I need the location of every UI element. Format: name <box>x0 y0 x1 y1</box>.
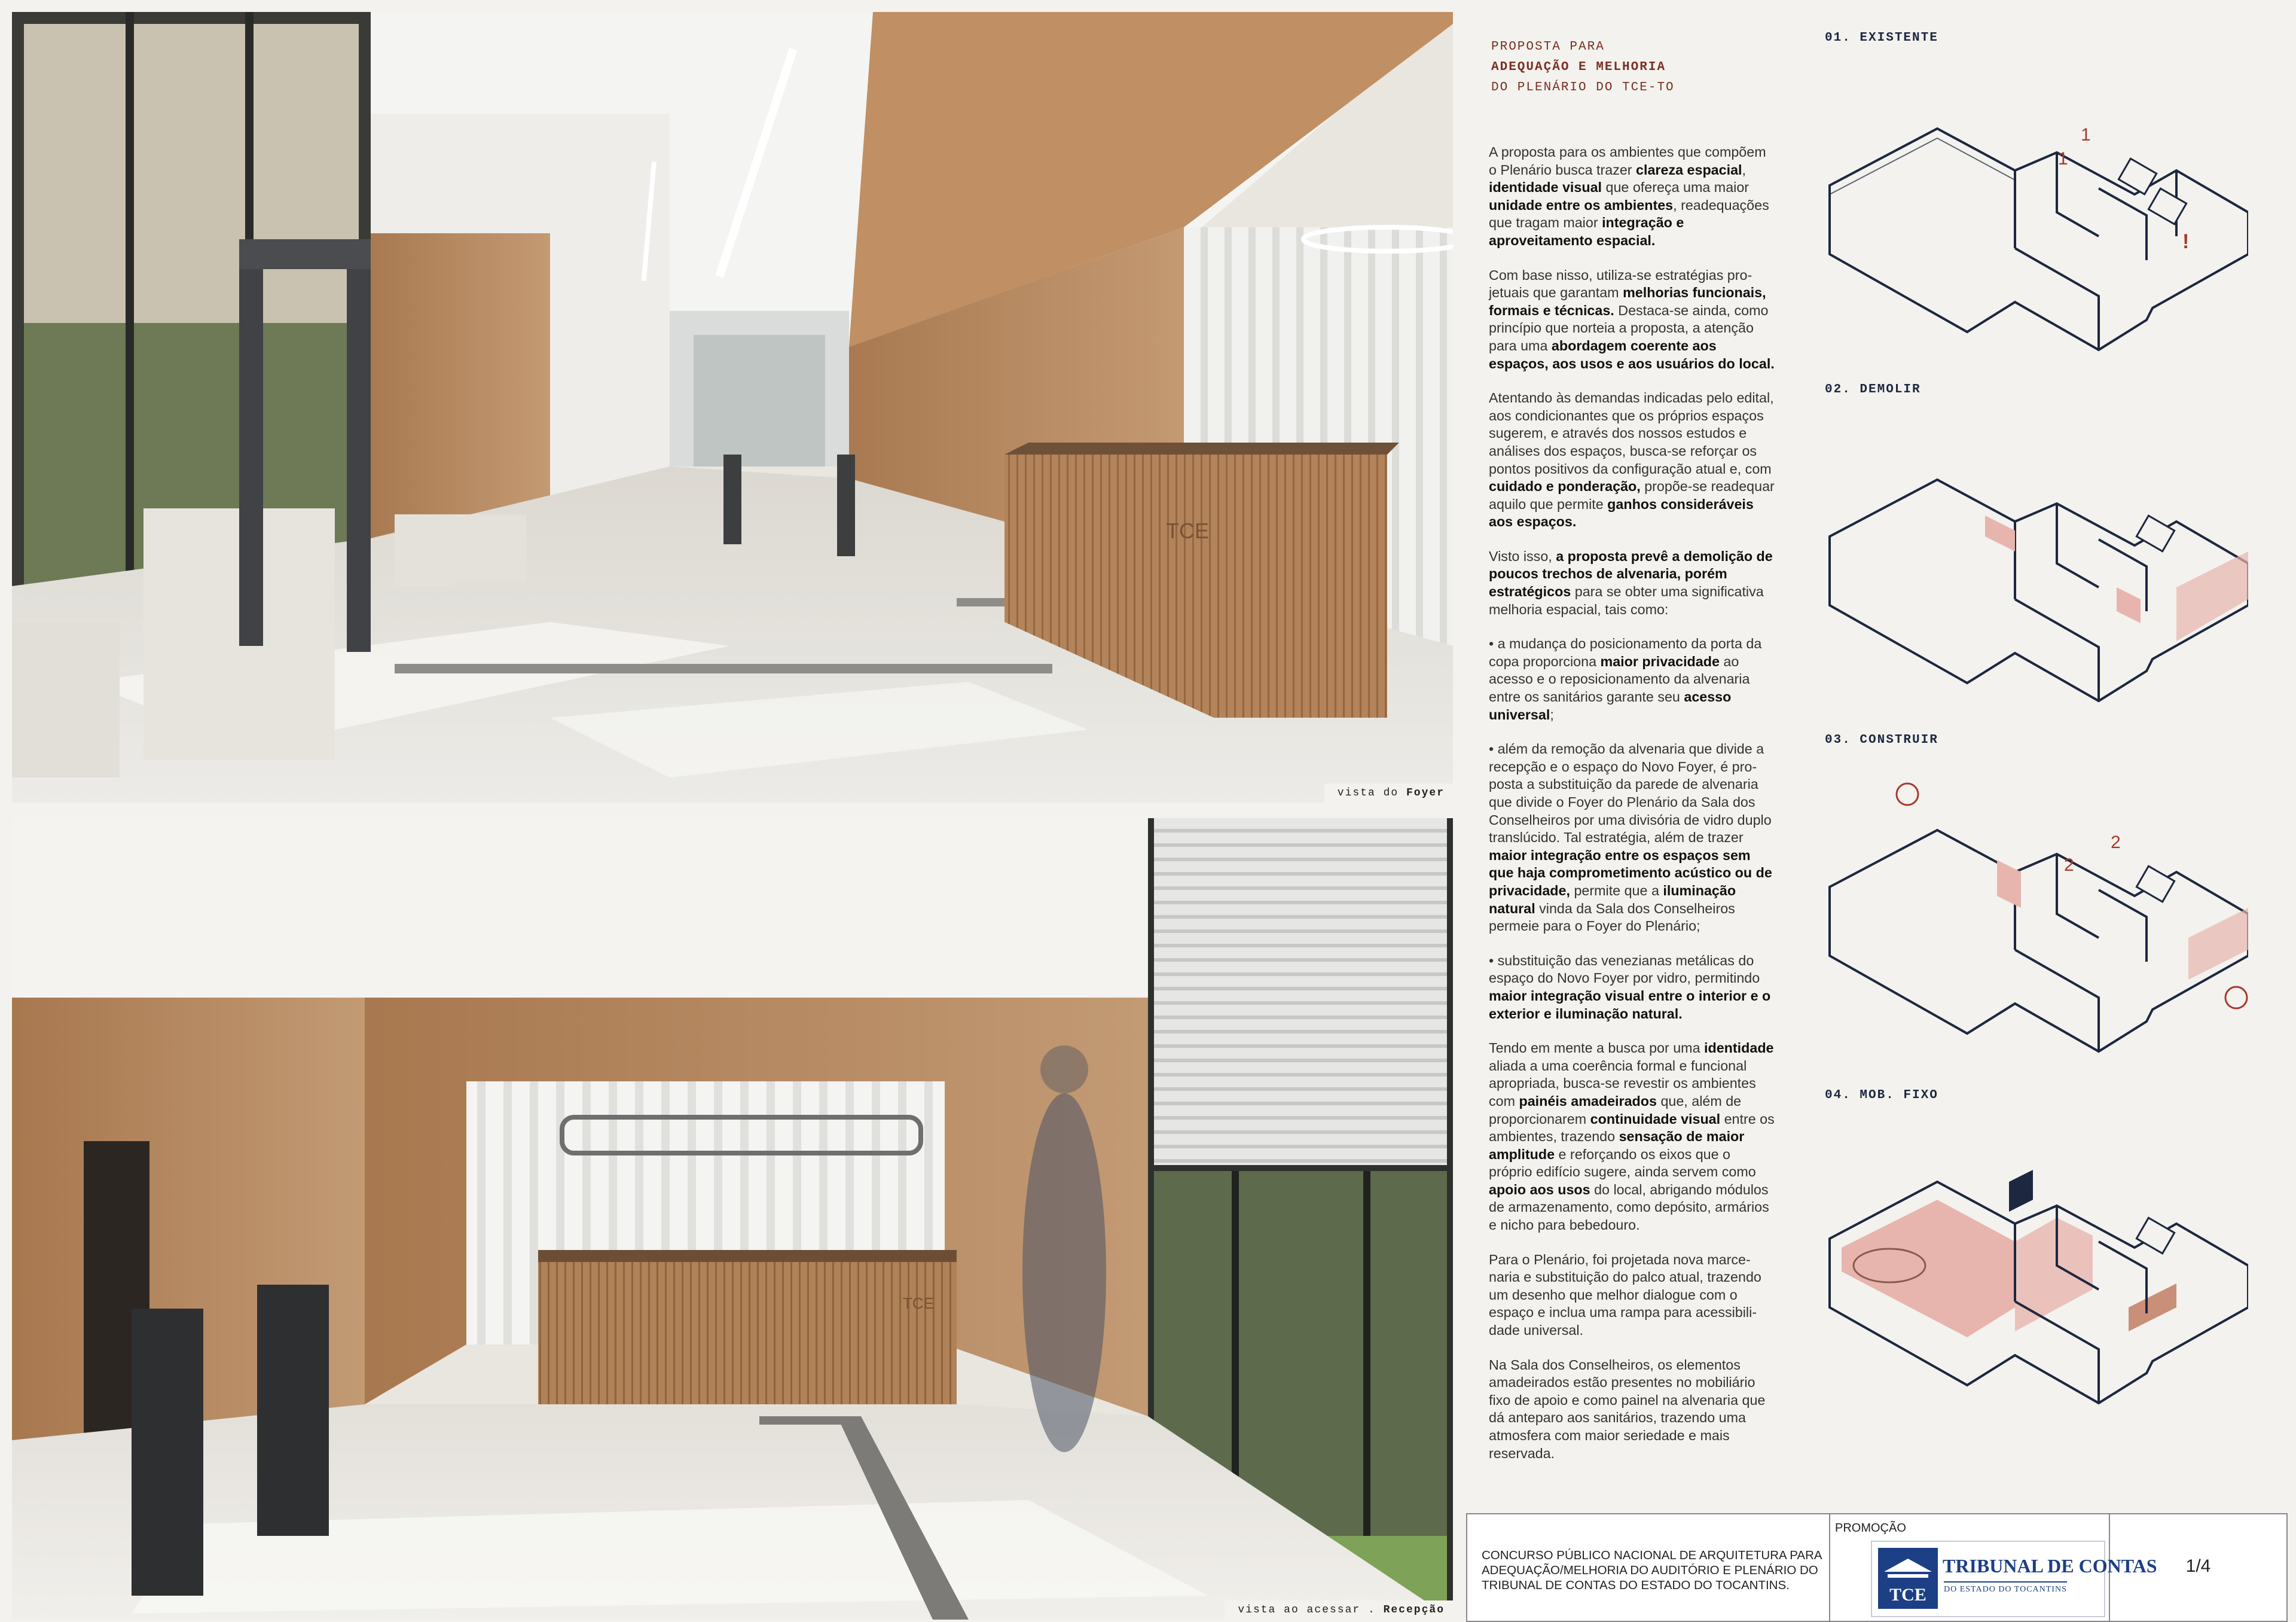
title-line-3: DO PLENÁRIO DO TCE-TO <box>1491 81 1675 94</box>
axonometric-plan-furniture <box>1818 1110 2248 1433</box>
promotion-label: PROMOÇÃO <box>1835 1522 1906 1535</box>
diagram-demolish <box>1818 408 2248 731</box>
diagram-build <box>1818 758 2248 1081</box>
counter-logo: TCE <box>1166 519 1209 543</box>
proposal-paragraph: • a mudança do posicionamento da porta da copa proporciona maior privacidade ao acesso e o reposicionamento da alvenaria entre os sanitários garante seu acesso universal; <box>1489 636 1762 722</box>
proposal-paragraph: A proposta para os ambientes que compõem o Plenário busca trazer clareza espacial, identidade visual que ofereça uma maior unidade entre os ambientes, readequações que tragam maior integração e aproveitamento espacial. <box>1489 144 1769 248</box>
reception-render <box>12 818 1453 1620</box>
mark-2b: 2 <box>2064 855 2074 875</box>
page-number: 1/4 <box>2185 1556 2211 1576</box>
diagram-heading-fixed-furniture: 04. MOB. FIXO <box>1825 1089 1938 1102</box>
axonometric-plan-existing <box>1818 57 2248 380</box>
axonometric-plan-build <box>1818 758 2248 1081</box>
footer-promotion-cell <box>1830 1514 2157 1621</box>
counter-logo-2: TCE <box>903 1294 934 1312</box>
axonometric-plan-demolish <box>1818 408 2248 731</box>
tce-logo-letters: TCE <box>1889 1585 1926 1605</box>
mark-1b: 1 <box>2058 149 2068 169</box>
contest-text: CONCURSO PÚBLICO NACIONAL DE ARQUITETURA PARA ADEQUAÇÃO/MELHORIA DO AUDITÓRIO E PLENÁRIO DO TRIBUNAL DE CONTAS DO ESTADO DO TOCANTINS. <box>1482 1548 1822 1592</box>
tce-logo <box>1871 1541 2157 1617</box>
foyer-render-image <box>12 12 1453 803</box>
footer <box>1466 1513 2288 1622</box>
diagram-existing <box>1818 57 2248 380</box>
tce-logo-name: TRIBUNAL DE CONTAS <box>1943 1555 2157 1577</box>
proposal-text <box>1489 144 1776 1479</box>
proposal-paragraph: • substituição das venezianas metálicas do espaço do Novo Foyer por vidro, permitindo maior integração visual entre o interior e o exterior e iluminação natural. <box>1489 952 1771 1022</box>
tce-logo-subtitle: DO ESTADO DO TOCANTINS <box>1944 1581 2067 1594</box>
proposal-paragraph: • além da remoção da alvenaria que divide a recepção e o espaço do Novo Foyer, é proposta a substituição da parede de alvenaria que divide o Foyer do Plenário da Sala dos Conselheiros por uma divisória de vidro duplo translúcido. Tal estratégia, além de trazer maior integração entre os espaços sem que haja comprometimento acústico ou de privacidade, permite que a iluminação natural vinda da Sala dos Conselheiros permeie para o Foyer do Plenário; <box>1489 741 1772 934</box>
reception-caption: vista ao acessar . Recepção <box>1225 1600 1453 1620</box>
proposal-title <box>1491 37 1675 98</box>
mark-2a: 2 <box>2111 833 2121 852</box>
footer-contest-cell <box>1467 1514 1830 1621</box>
title-line-2: ADEQUAÇÃO E MELHORIA <box>1491 60 1666 74</box>
reception-render-image <box>12 818 1453 1620</box>
mark-1a: 1 <box>2081 125 2091 145</box>
diagram-heading-existing: 01. EXISTENTE <box>1825 31 1938 45</box>
proposal-paragraph: Com base nisso, utiliza-se estratégias projetuais que garantam melhorias funcionais, formais e técnicas. Destaca-se ainda, como princípio que norteia a proposta, a atenção para uma abordagem coerente aos espaços, aos usos e aos usuários do local. <box>1489 267 1775 371</box>
proposal-paragraph: Tendo em mente a busca por uma identidade aliada a uma coerência formal e funcional apropriada, busca-se revestir os ambientes com painéis amadeirados que, além de proporcionarem continuidade visual entre os ambientes, trazendo sensação de maior amplitude e reforçando os eixos que o próprio edifício sugere, ainda servem como apoio aos usos do local, abrigando módulos de armazenamento, como depósito, armários e nicho para bebedouro. <box>1489 1040 1775 1233</box>
tce-logo-mark <box>1878 1548 1938 1609</box>
proposal-paragraph: Visto isso, a proposta prevê a demolição de poucos trechos de alvenaria, porém estratégicos para se obter uma significativa melhoria espacial, tais como: <box>1489 548 1773 617</box>
diagram-heading-demolish: 02. DEMOLIR <box>1825 383 1921 397</box>
diagram-fixed-furniture <box>1818 1110 2248 1433</box>
mark-warning: ! <box>2182 230 2190 253</box>
proposal-paragraph: Atentando às demandas indicadas pelo edital, aos condicionantes que os próprios espaços sugerem, e através dos nossos estudos e análises dos espaços, busca-se reforçar os pontos positivos da configuração atual e, com cuidado e ponderação, propõe-se readequar aquilo que permite ganhos consideráveis aos espaços. <box>1489 390 1775 530</box>
foyer-render <box>12 12 1453 803</box>
footer-page-cell <box>2110 1514 2286 1621</box>
title-line-1: PROPOSTA PARA <box>1491 40 1605 54</box>
proposal-paragraph: Na Sala dos Conselheiros, os elementos amadeirados estão presentes no mobiliário fixo de apoio e como painel na alvenaria que dá anteparo aos sanitários, trazendo uma atmosfera com maior seriedade e mais reservada. <box>1489 1356 1766 1461</box>
foyer-caption: vista do Foyer <box>1324 783 1453 803</box>
diagram-heading-build: 03. CONSTRUIR <box>1825 733 1938 747</box>
proposal-paragraph: Para o Plenário, foi projetada nova marcenaria e substituição do palco atual, trazendo um desenho que melhor dialogue com o espaço e inclua uma rampa para acessibilidade universal. <box>1489 1251 1761 1339</box>
